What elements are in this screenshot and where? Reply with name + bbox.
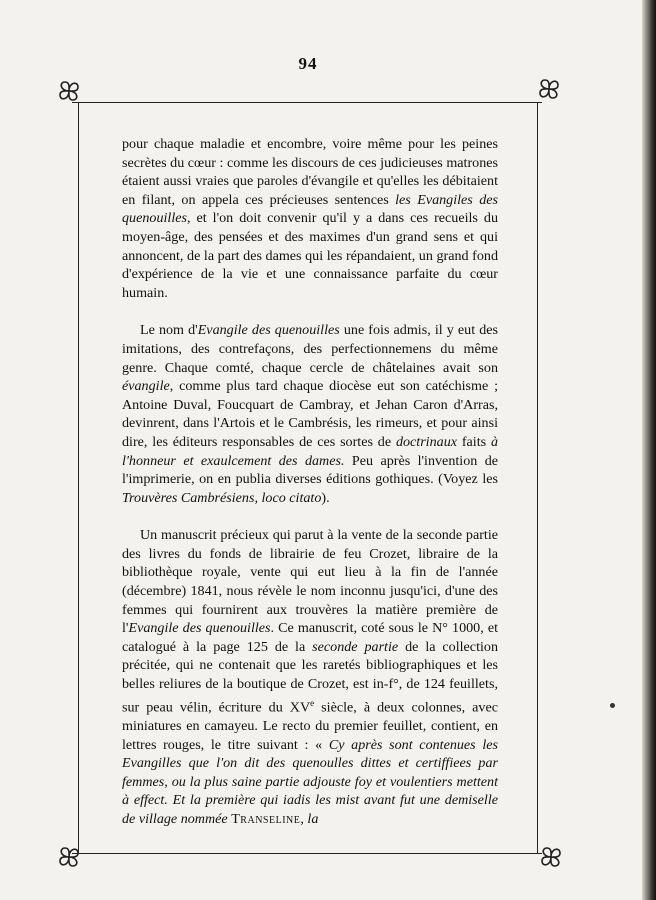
text-run: siècle, à deux colonnes, avec miniatures en camayeu. Le recto du premier feuillet, contient, en lettres rouges, le titre suivant : « [122,699,498,753]
paragraph [122,135,498,302]
corner-ornament-icon [536,76,562,102]
frame-bottom-rule [72,853,542,854]
italic-text-run: à l'honneur et exaulcement des dames. [122,433,498,469]
text-run: , et l'on doit convenir qu'il y a dans ces recueils du moyen-âge, des pensées et des maximes d'un grand sens et qui annoncent, de la part des dames qui les répandaient, un grand fond d'expérience de la vie et une connaissance parfaite du cœur humain. [122,210,498,301]
text-run: ). [321,489,330,506]
ink-speck [610,703,615,708]
frame-left-rule [78,102,79,854]
text-run: , comme plus tard chaque diocèse eut son catéchisme ; Antoine Duval, Foucquart de Cambray, et Jehan Caron d'Arras, devinrent, dans l'Artois et le Cambrésis, les rimeurs, et pour ainsi dire, les éditeurs responsables de ces sortes de [122,378,498,450]
text-run: e [310,697,315,708]
body-text [122,135,498,828]
text-run: une fois admis, il y eut des imitations, des contrefaçons, des perfectionnemens du même genre. Chaque comté, chaque cercle de châtelaines avait son [122,322,498,376]
italic-text-run: Cy après sont contenues les Evangilles que l'on dit des quenoulles dittes et certiffiees par femmes, ou la plus saine partie adjouste foy et voulentiers mettent à effect. Et la première qui iadis les mist avant fut une demiselle de village nommée [122,736,498,827]
corner-ornament-icon [56,78,82,104]
paragraph [122,526,498,828]
italic-text-run: Evangile des quenouilles [128,620,271,637]
corner-ornament-icon [56,844,82,870]
italic-text-run: Trouvères Cambrésiens, loco citato [122,489,322,506]
page-number: 94 [298,54,318,73]
text-run: Le nom d' [140,322,198,339]
text-run: Peu après l'invention de l'imprimerie, on en publia diverses éditions gothiques. (Voyez les [122,452,499,488]
italic-text-run: seconde partie [312,638,399,655]
corner-ornament-icon [538,844,564,870]
text-run: pour chaque maladie et encombre, voire même pour les peines secrètes du cœur : comme les discours de ces judicieuses matrones étaient aussi vraies que paroles d'évangile et qu'elles les débitaient en filant, on appela ces précieuses sentences [122,136,498,208]
frame-right-rule [537,102,538,854]
italic-text-run: évangile [122,378,170,395]
italic-text-run: la [307,810,319,827]
text-run: de la collection précitée, qui ne contenait que les raretés bibliographiques et les belles reliures de la boutique de Crozet, est in-f°, de 124 feuillets, sur peau vélin, écriture du XV [122,638,498,716]
paragraph [122,321,498,507]
text-run: , [300,810,308,827]
scan-edge-shadow [642,0,656,900]
italic-text-run: Evangile des quenouilles [197,322,340,339]
italic-text-run: les Evangiles des quenouilles [122,191,498,227]
text-run: faits [457,433,491,450]
text-run: Un manuscrit précieux qui parut à la vente de la seconde partie des livres du fonds de librairie de feu Crozet, libraire de la bibliothèque royale, vente qui eut lieu à la fin de l'année (décembre) 1841, nous révèle le nom inconnu jusqu'ici, d'une des femmes qui fournirent aux trouvères la matière première de l' [122,527,498,637]
italic-text-run: doctrinaux [395,433,457,450]
text-run: . Ce manuscrit, coté sous le N° 1000, et catalogué à la page 125 de la [122,620,499,655]
frame-top-rule [72,102,542,103]
smallcaps-text-run: Transeline [231,810,301,827]
